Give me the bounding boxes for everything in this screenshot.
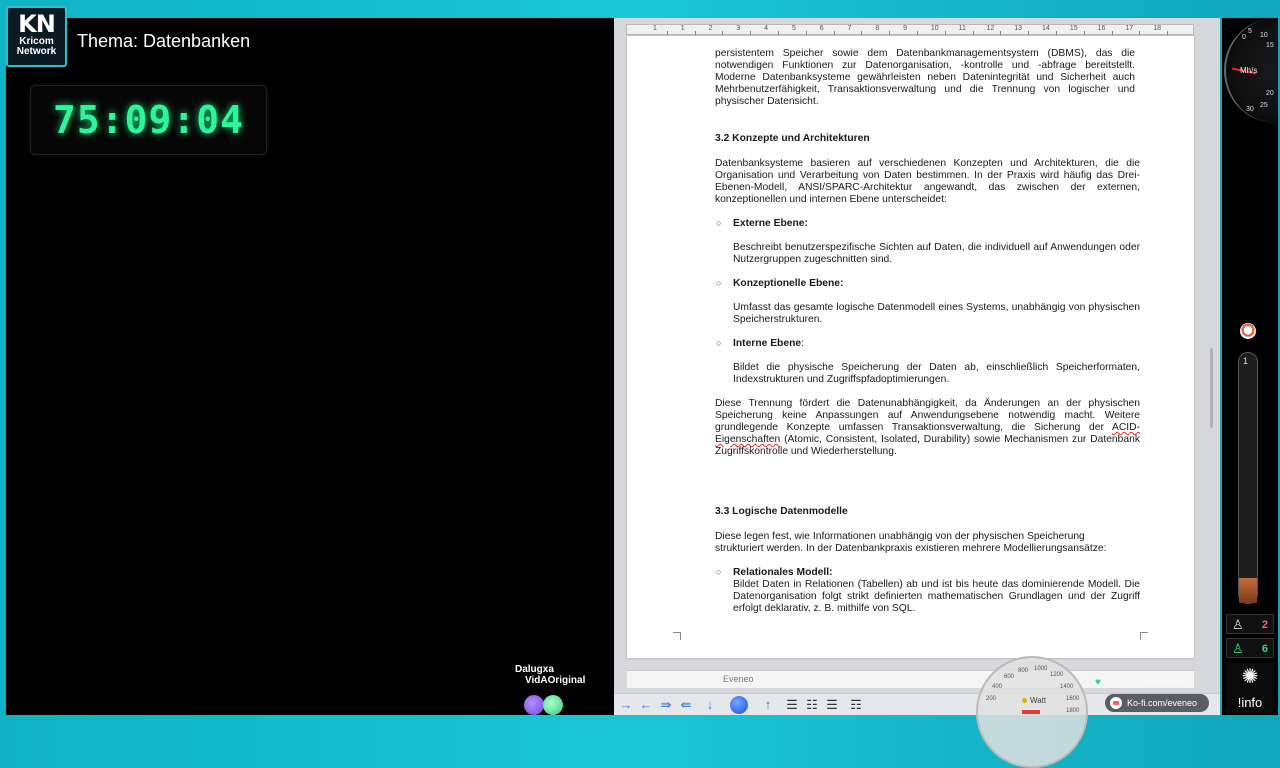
gauge-power-bar — [1022, 710, 1040, 714]
kofi-link-text: Ko-fi.com/eveneo — [1127, 698, 1198, 708]
purple-orb-icon — [524, 695, 544, 715]
speedo-tick: 30 — [1246, 106, 1254, 113]
paragraph-trennung[interactable] — [715, 398, 1140, 458]
gauge-tick: 1600 — [1066, 696, 1080, 702]
speedo-tick: 15 — [1266, 42, 1274, 49]
heart-icon: ♥ — [1095, 677, 1101, 688]
ruler-tick — [1139, 31, 1140, 35]
ruler-number: 1 — [680, 25, 685, 32]
followers-stat — [1226, 638, 1274, 658]
green-orb-icon — [543, 695, 563, 715]
ruler-tick — [1028, 31, 1029, 35]
sphere-icon[interactable] — [730, 696, 748, 714]
ruler-number: 3 — [736, 25, 741, 32]
heading-3-3[interactable]: 3.3 Logische Datenmodelle — [715, 506, 848, 517]
ruler-number: 10 — [930, 25, 939, 32]
kricom-network-logo — [6, 6, 67, 67]
viewers-count: 2 — [1261, 619, 1268, 631]
paragraph-3-3[interactable]: Diese legen fest, wie Informationen unabhängig von der physischen Speicherung strukturiert werden. In der Datenbankpraxis existieren mehrere Modellierungsansätze: — [715, 531, 1107, 554]
document-window — [614, 18, 1220, 715]
speedo-tick: 5 — [1248, 28, 1252, 35]
bullet-2-title[interactable]: Konzeptionelle Ebene: — [733, 278, 844, 289]
arrow-down-icon[interactable]: ↓ — [706, 697, 714, 712]
credit-line-2: VidAOriginal — [525, 675, 586, 686]
bullet-3-text[interactable]: Bildet die physische Speicherung der Daten ab, einschließlich Speicherformaten, Indexstrukturen und Zugriffspfadoptimierungen. — [733, 362, 1140, 385]
arrow-right-icon[interactable]: → — [619, 697, 633, 712]
speedo-unit: Mh/s — [1240, 66, 1258, 75]
paragraph-trennung-part-1: Diese Trennung fördert die Datenunabhängigkeit, da Änderungen an der physischen Speicherung keine Anpassungen auf Anwendungsebene notwendig macht. Weitere grundlegende Konzepte umfassen Transaktionsverwaltung, die Sicherung der — [715, 398, 1140, 433]
ruler-tick — [917, 31, 918, 35]
horizontal-ruler[interactable] — [626, 24, 1194, 35]
acid-term: ACID-Eigenschaften — [715, 422, 1140, 445]
followers-count: 6 — [1261, 643, 1268, 655]
ruler-tick — [1167, 31, 1168, 35]
coffee-icon — [1240, 323, 1256, 339]
gauge-tick: 200 — [986, 696, 997, 702]
margin-corner-mark — [673, 632, 681, 640]
outdent-icon[interactable]: ⇚ — [680, 697, 692, 712]
list-2-icon[interactable]: ☰ — [826, 697, 838, 712]
margin-corner-mark — [1140, 632, 1148, 640]
ruler-number: 4 — [764, 25, 769, 32]
logo-line-2: Network — [16, 46, 57, 57]
thermometer-fill — [1239, 578, 1257, 603]
scrollbar-thumb[interactable] — [1210, 348, 1213, 428]
numbered-list-icon[interactable]: ☷ — [806, 697, 818, 712]
neural-info-icon: ✺ — [1241, 666, 1259, 688]
ruler-number: 17 — [1125, 25, 1134, 32]
ruler-tick — [1056, 31, 1057, 35]
ruler-tick — [973, 31, 974, 35]
ruler-number: 7 — [847, 25, 852, 32]
speedo-tick: 20 — [1266, 90, 1274, 97]
gauge-tick: 1200 — [1050, 672, 1064, 678]
ruler-number: 18 — [1153, 25, 1161, 32]
user-icon: ♙ — [1232, 617, 1244, 632]
ruler-tick — [667, 31, 668, 35]
ruler-tick — [861, 31, 862, 35]
ruler-tick — [1000, 31, 1001, 35]
stream-timer: 75:09:04 — [52, 98, 245, 142]
speedo-tick: 10 — [1260, 32, 1268, 39]
kofi-link[interactable] — [1105, 694, 1209, 712]
overlay-watermark: VidAOriginal — [1138, 677, 1183, 686]
ruler-number: 15 — [1069, 25, 1078, 32]
paragraph-3-2[interactable]: Datenbanksysteme basieren auf verschiedenen Konzepten und Architekturen, die die Organisation und Verarbeitung von Daten bestimmen. In der Praxis wird häufig das Drei-Ebenen-Modell, ANSI/SPARC-Architektur angewandt, das zwischen der externen, konzeptionellen und internen Ebene unterscheidet: — [715, 158, 1140, 205]
gauge-tick: 1800 — [1066, 708, 1080, 714]
credit-line-1: Dalugxa — [515, 664, 554, 675]
ruler-number: 11 — [958, 25, 966, 32]
list-3-icon[interactable]: ☶ — [850, 697, 862, 712]
arrow-up-icon[interactable]: ↑ — [764, 697, 772, 712]
ruler-tick — [1084, 31, 1085, 35]
gauge-tick: 1400 — [1060, 684, 1074, 690]
ruler-tick — [722, 31, 723, 35]
ruler-tick — [695, 31, 696, 35]
bullet-4-text[interactable]: Bildet Daten in Relationen (Tabellen) ab und ist bis heute das dominierende Modell. Die Datenorganisation folgt strikt definierten mathematischen Grundlagen und der Zugriff erfolgt deklarativ, z. B. mithilfe von SQL. — [733, 579, 1140, 614]
heading-3-2[interactable]: 3.2 Konzepte und Architekturen — [715, 133, 870, 144]
ruler-tick — [945, 31, 946, 35]
ruler-number: 13 — [1014, 25, 1023, 32]
coffee-thermometer — [1238, 352, 1258, 604]
info-label: !info — [1237, 695, 1263, 710]
watt-gauge — [976, 656, 1088, 768]
ruler-tick — [889, 31, 890, 35]
bullet-3-title: Interne Ebene — [733, 338, 802, 349]
bullet-icon: ○ — [716, 567, 722, 577]
logo-letters: KN — [18, 10, 55, 38]
ruler-tick — [778, 31, 779, 35]
bullet-3-title-wrap[interactable] — [733, 338, 804, 350]
timer-panel — [30, 85, 267, 155]
logo-line-1: Kricom — [19, 36, 54, 47]
gauge-tick: 800 — [1018, 668, 1029, 674]
ruler-tick — [834, 31, 835, 35]
bullet-icon: ○ — [716, 218, 722, 228]
speedo-tick: 25 — [1260, 102, 1268, 109]
ruler-tick — [1112, 31, 1113, 35]
ruler-number: 1 — [653, 25, 657, 32]
gauge-tick: 1000 — [1034, 666, 1048, 672]
document-page[interactable] — [627, 36, 1194, 658]
gauge-tick: 600 — [1004, 674, 1015, 680]
bullet-icon: ○ — [716, 338, 722, 348]
bullet-icon: ○ — [716, 278, 722, 288]
list-icon[interactable]: ☰ — [786, 697, 798, 712]
ruler-tick — [806, 31, 807, 35]
paragraph-trennung-part-2: (Atomic, Consistent, Isolated, Durability) sowie Mechanismen zur Datenbank Zugriffskontrolle und Wiederherstellung. — [715, 434, 1140, 457]
bullet-2-text[interactable]: Umfasst das gesamte logische Datenmodell eines Systems, unabhängig von physischen Speicherstrukturen. — [733, 302, 1140, 325]
gauge-tick: 400 — [992, 684, 1003, 690]
paragraph-partial-top[interactable]: persistentem Speicher sowie dem Datenbankmanagementsystem (DBMS), das die notwendigen Funktionen zur Datenorganisation, -kontrolle und -abfrage bereitstellt. Moderne Datenbanksysteme gewährleisten neben Datenintegrität und Sicherheit auch Mehrbenutzerfähigkeit, Transaktionsverwaltung und die Trennung von logischer und physischer Datensicht. — [715, 48, 1135, 107]
ruler-number: 16 — [1097, 25, 1106, 32]
ruler-number: 9 — [903, 25, 907, 32]
ruler-tick — [750, 31, 751, 35]
ruler-number: 14 — [1042, 25, 1050, 32]
ruler-number: 12 — [986, 25, 995, 32]
ruler-number: 8 — [875, 25, 880, 32]
thermometer-value: 1 — [1243, 356, 1249, 366]
bullet-1-title[interactable]: Externe Ebene: — [733, 218, 808, 229]
ruler-number: 2 — [708, 25, 713, 32]
next-page-strip — [627, 670, 1194, 688]
bullet-4-title[interactable]: Relationales Modell: — [733, 567, 833, 578]
next-page-watermark: Eveneo — [723, 674, 754, 684]
speedo-tick: 0 — [1242, 34, 1246, 41]
gauge-indicator-icon — [1022, 698, 1027, 703]
bullet-3-colon: : — [801, 338, 804, 349]
kofi-cup-icon — [1110, 697, 1122, 709]
ruler-number: 5 — [791, 25, 796, 32]
theme-title: Thema: Datenbanken — [77, 31, 251, 51]
indent-icon[interactable]: ⇛ — [660, 697, 672, 712]
viewers-stat — [1226, 614, 1274, 634]
bullet-1-text[interactable]: Beschreibt benutzerspezifische Sichten auf Daten, die individuell auf Anwendungen oder Nutzergruppen zugeschnitten sind. — [733, 242, 1140, 265]
ruler-number: 6 — [819, 25, 824, 32]
arrow-left-icon[interactable]: ← — [639, 697, 653, 712]
gauge-label: Watt — [1030, 696, 1047, 705]
follower-icon: ♙ — [1232, 641, 1244, 656]
info-panel[interactable] — [1226, 662, 1274, 714]
